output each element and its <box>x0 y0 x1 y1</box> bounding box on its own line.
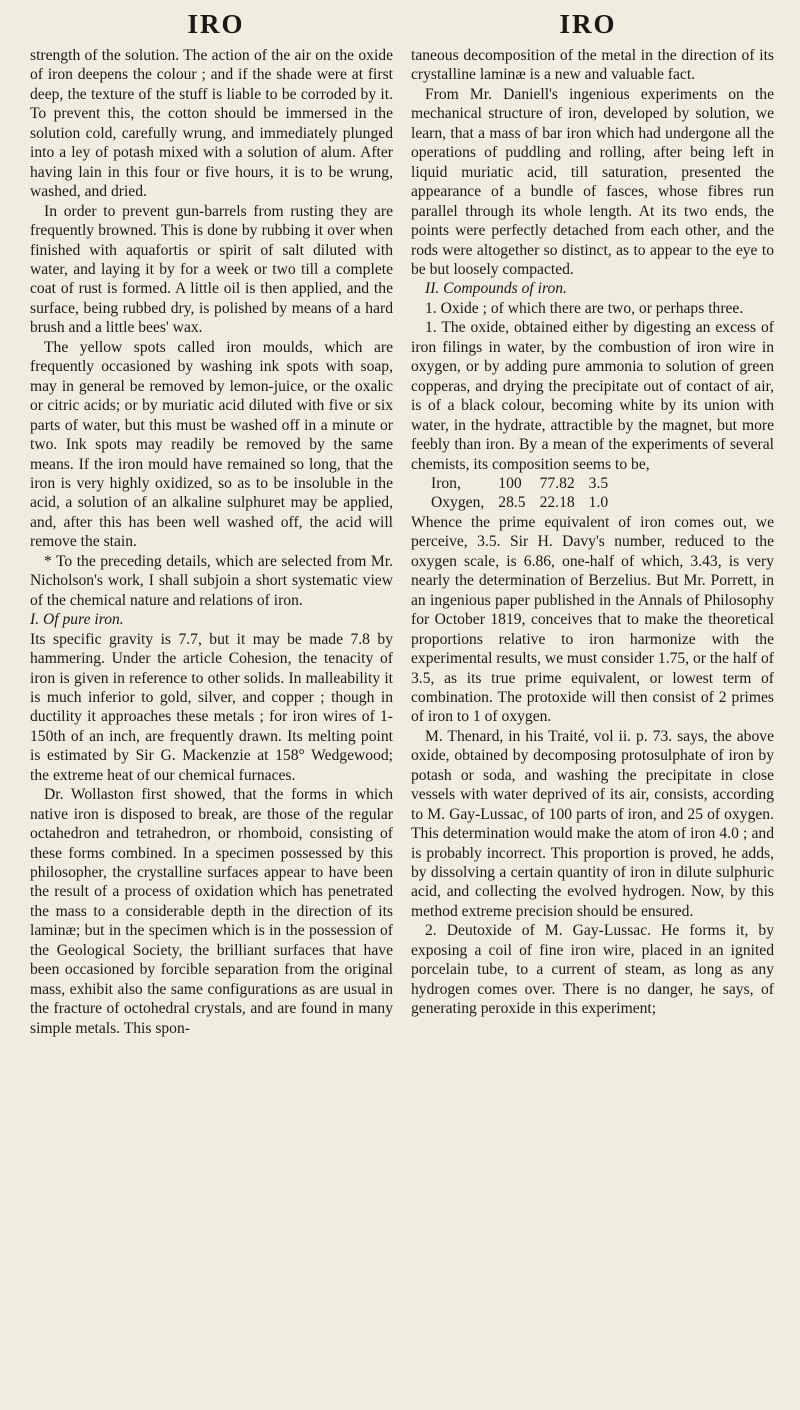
paragraph: Whence the prime equivalent of iron comes out, we perceive, 3.5. Sir H. Davy's number, reduced to the oxygen scale, is 6.86, one-half of which, 3.43, is very nearly the determination of Berzelius. But Mr. Porrett, in an ingenious paper published in the Annals of Philosophy for October 1819, conceives that to make the theoretical proportions relative to iron harmonize with the experimental results, we must consider 1.75, or the half of 3.5, as its true prime equivalent, or lowest term of combination. The protoxide will then consist of 2 primes of iron to 1 of oxygen. <box>411 513 774 726</box>
table-cell: 28.5 <box>498 494 526 512</box>
paragraph: taneous decomposition of the metal in the direction of its crystalline laminæ is a new and valuable fact. <box>411 47 774 84</box>
paragraph: strength of the solution. The action of the air on the oxide of iron deepens the colour ; and if the shade were at first deep, the texture of the stuff is liable to be corroded by it. To prevent this, the cotton should be immersed in the solution cold, carefully wrung, and immediately plunged into a ley of potash mixed with a solution of alum. After having lain in this four or five hours, it is to be wrung, washed, and dried. <box>30 47 393 201</box>
running-head-right: IRO <box>559 9 617 39</box>
paragraph: In order to prevent gun-barrels from rusting they are frequently browned. This is done by rubbing it over when finished with aquafortis or spirit of salt diluted with water, and laying it by for a week or two till a complete coat of rust is formed. A little oil is then applied, and the surface, being rubbed dry, is polished by means of a hard brush and a little bees' wax. <box>30 202 393 337</box>
left-column <box>30 46 393 1038</box>
section-heading-pure-iron: I. Of pure iron. <box>30 611 124 629</box>
table-cell: Iron, <box>431 474 461 492</box>
table-cell: Oxygen, <box>431 494 485 512</box>
running-head-left: IRO <box>187 9 245 39</box>
paragraph: M. Thenard, in his Traité, vol ii. p. 73. says, the above oxide, obtained by decomposing protosulphate of iron by potash or soda, and washing the precipitate in close vessels with water deprived of its air, consists, according to M. Gay-Lussac, of 100 parts of iron, and 25 of oxygen. This determination would make the atom of iron 4.0 ; and is probably incorrect. This proportion is proved, he adds, by dissolving a certain quantity of iron in dilute sulphuric acid, and collecting the evolved hydrogen. Now, by this method extreme precision should be ensured. <box>411 727 774 920</box>
paragraph: 1. Oxide ; of which there are two, or perhaps three. <box>425 299 744 317</box>
table-cell: 22.18 <box>539 494 575 512</box>
table-row <box>431 493 622 512</box>
composition-table <box>431 474 622 513</box>
table-cell: 100 <box>498 474 522 492</box>
paragraph: 1. The oxide, obtained either by digesting an excess of iron filings in water, by the combustion of iron wire in oxygen, or by adding pure ammonia to solution of green copperas, and drying the precipitate out of contact of air, is of a black colour, becoming white by its union with water, in the hydrate, attractible by the magnet, but more feebly than iron. By a mean of the experiments of several chemists, its composition seems to be, <box>411 319 774 473</box>
paragraph: * To the preceding details, which are selected from Mr. Nicholson's work, I shall subjoin a short systematic view of the chemical nature and relations of iron. <box>30 552 393 609</box>
table-row <box>431 474 622 493</box>
section-heading-compounds: II. Compounds of iron. <box>425 280 567 298</box>
paragraph: Its specific gravity is 7.7, but it may be made 7.8 by hammering. Under the article Cohesion, the tenacity of iron is given in reference to other solids. In malleability it is much inferior to gold, silver, and copper ; though in ductility it approaches these metals ; for iron wires of 1-150th of an inch, are frequently drawn. Its melting point is estimated by Sir G. Mackenzie at 158° Wedgewood; the extreme heat of our chemical furnaces. <box>30 630 393 784</box>
table-cell: 3.5 <box>588 474 609 492</box>
table-cell: 1.0 <box>588 494 609 512</box>
paragraph: Dr. Wollaston first showed, that the forms in which native iron is disposed to break, are those of the regular octahedron and tetrahedron, or rhomboid, consisting of these forms combined. In a specimen possessed by this philosopher, the crystalline surfaces appear to have been the result of a process of oxidation which has penetrated the mass to a considerable depth in the direction of its laminæ; but in the specimen which is in the possession of the Geological Society, the brilliant surfaces that have been occasioned by forcible separation from the original mass, exhibit also the same configurations as are usual in the fracture of octohedral crystals, and are found in many simple metals. This spon- <box>30 786 393 1037</box>
right-column <box>411 46 774 1038</box>
text-columns <box>30 46 774 1038</box>
running-head <box>30 6 774 42</box>
table-cell: 77.82 <box>539 474 575 492</box>
paragraph: From Mr. Daniell's ingenious experiments on the mechanical structure of iron, developed by solution, we learn, that a mass of bar iron which had undergone all the operations of puddling and rolling, after being left in liquid muriatic acid, till saturation, presented the appearance of a bundle of fasces, whose fibres run parallel through its whole length. At its two ends, the points were perfectly detached from each other, and the rods were altogether so distinct, as to appear to the eye to be but loosely compacted. <box>411 85 774 278</box>
paragraph: The yellow spots called iron moulds, which are frequently occasioned by washing ink spots with soap, may in general be removed by lemon-juice, or the oxalic or citric acids; or by muriatic acid diluted with five or six parts of water, but this must be washed off in a minute or two. Ink spots may readily be removed by the same means. If the iron mould have remained so long, that the iron is very highly oxidized, so as to be insoluble in the acid, a solution of an alkaline sulphuret may be applied, and, after this has been well washed off, the acid will remove the stain. <box>30 338 393 551</box>
paragraph: 2. Deutoxide of M. Gay-Lussac. He forms it, by exposing a coil of fine iron wire, placed in an ignited porcelain tube, to a current of steam, as long as any hydrogen comes over. There is no danger, he says, of generating peroxide in this experiment; <box>411 922 774 1018</box>
